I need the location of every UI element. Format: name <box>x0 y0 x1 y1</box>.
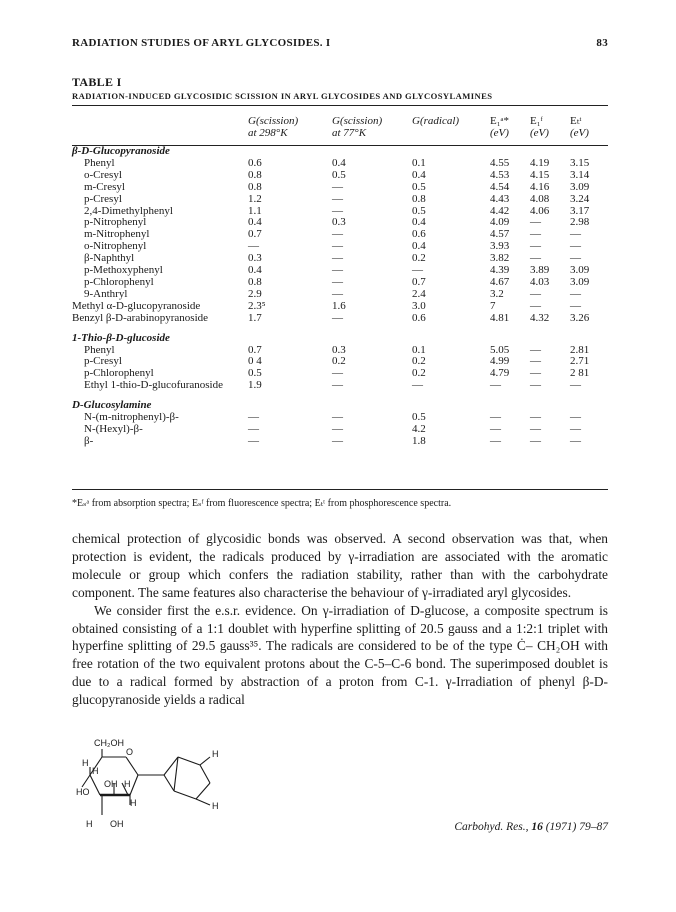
cell-grad: 0.1 <box>412 343 426 356</box>
cell-g298: 2.9 <box>248 287 262 300</box>
paragraph-1: chemical protection of glycosidic bonds was observed. A second observation was that, when protection is evident, the radicals produced by γ-irradiation are associated with the aromatic molecule or group which confers the radiation stability, rather than with the carbohydrate component. The same features also characterise the behaviour of γ-irradiated aryl glycosides. <box>72 531 608 600</box>
header-compound <box>72 106 248 146</box>
cell-grad: 1.8 <box>412 434 426 447</box>
cell-g298: 1.7 <box>248 311 262 324</box>
cell-g298: — <box>248 240 259 253</box>
cell-g77: — <box>332 275 343 288</box>
cell-g298: 0.4 <box>248 216 262 229</box>
cell-g77: — <box>332 422 343 435</box>
group-heading: D-Glucosylamine <box>72 399 152 412</box>
cell-et: 3.09 <box>570 264 590 277</box>
label-ring-oxygen: O <box>126 747 134 757</box>
cell-ea: — <box>490 411 501 424</box>
cell-g77: 0.2 <box>332 355 346 368</box>
cell-grad: 0.5 <box>412 411 426 424</box>
cell-g298: 1.1 <box>248 204 262 217</box>
compound-name: Phenyl <box>84 343 115 356</box>
cell-g298: 0.7 <box>248 228 262 241</box>
compound-name: p-Methoxyphenyl <box>84 264 163 277</box>
cell-et: 3.24 <box>570 192 590 205</box>
cell-et: 2.81 <box>570 343 590 356</box>
cell-g298: 0.4 <box>248 264 262 277</box>
cell-ef: — <box>530 287 541 300</box>
cell-grad: 0.4 <box>412 168 426 181</box>
cell-g77: — <box>332 228 343 241</box>
cell-ea: 4.55 <box>490 156 510 169</box>
cell-et: — <box>570 379 581 392</box>
cell-grad: 0.4 <box>412 216 426 229</box>
compound-name: β- <box>84 434 94 447</box>
cell-g298: — <box>248 434 259 447</box>
table-header-row <box>72 106 608 146</box>
cell-grad: 0.5 <box>412 204 426 217</box>
running-head-title: RADIATION STUDIES OF ARYL GLYCOSIDES. I <box>72 37 331 49</box>
cell-grad: 0.6 <box>412 228 426 241</box>
label-oh-c3: OH <box>104 779 118 789</box>
cell-ea: 4.39 <box>490 264 510 277</box>
cell-grad: 0.6 <box>412 311 426 324</box>
cell-grad: — <box>412 264 423 277</box>
compound-name: m-Nitrophenyl <box>84 228 150 241</box>
header-e-fluorescence: E₁ᶠ (eV) <box>530 115 549 139</box>
cell-g298: 1.9 <box>248 379 262 392</box>
cell-g77: — <box>332 204 343 217</box>
cell-et: 2 81 <box>570 367 590 380</box>
cell-et: — <box>570 422 581 435</box>
cell-g77: — <box>332 367 343 380</box>
cell-et: — <box>570 287 581 300</box>
cell-g77: — <box>332 311 343 324</box>
cell-g298: 0.6 <box>248 156 262 169</box>
cell-ea: 7 <box>490 299 496 312</box>
cell-ef: — <box>530 367 541 380</box>
compound-name: p-Chlorophenyl <box>84 367 154 380</box>
cell-et: 2.71 <box>570 355 590 368</box>
group-heading: β-D-Glucopyranoside <box>72 145 170 157</box>
cell-ef: 4.08 <box>530 192 550 205</box>
compound-name: 9-Anthryl <box>84 287 128 300</box>
cell-g298: — <box>248 411 259 424</box>
cell-ef: — <box>530 434 541 447</box>
cell-et: 3.09 <box>570 180 590 193</box>
header-e-phosphorescence: Eₜᵗ (eV) <box>570 115 589 139</box>
header-g-scission-298: G(scission) at 298°K <box>248 115 299 139</box>
table-row <box>72 313 608 325</box>
cell-ef: 3.89 <box>530 264 550 277</box>
cell-et: — <box>570 299 581 312</box>
cell-ea: 3.82 <box>490 252 510 265</box>
label-h-c5: H <box>82 758 89 768</box>
label-h-c4: H <box>92 766 99 776</box>
cell-g77: — <box>332 252 343 265</box>
cell-g77: — <box>332 180 343 193</box>
cell-g298: 0.8 <box>248 168 262 181</box>
cell-ef: — <box>530 355 541 368</box>
cell-ea: 4.79 <box>490 367 510 380</box>
table-row <box>72 194 608 206</box>
cell-et: — <box>570 252 581 265</box>
group-heading-row <box>72 333 608 345</box>
compound-name: o-Nitrophenyl <box>84 240 147 253</box>
cell-g298: 0.8 <box>248 275 262 288</box>
cell-g77: 0.5 <box>332 168 346 181</box>
cell-ef: — <box>530 422 541 435</box>
cell-g298: 0.3 <box>248 252 262 265</box>
cell-et: 3.09 <box>570 275 590 288</box>
cell-g77: 0.3 <box>332 343 346 356</box>
compound-name: Ethyl 1-thio-D-glucofuranoside <box>84 379 223 392</box>
group-spacer <box>72 392 608 400</box>
citation-volume: 16 <box>531 821 543 833</box>
label-h-c1: H <box>130 798 137 808</box>
cell-g298: 1.2 <box>248 192 262 205</box>
cell-grad: 4.2 <box>412 422 426 435</box>
cell-ea: 4.67 <box>490 275 510 288</box>
table-bottom-rule <box>72 489 608 490</box>
label-ho: HO <box>76 787 90 797</box>
cell-et: — <box>570 434 581 447</box>
cell-grad: 0.7 <box>412 275 426 288</box>
cell-ea: 4.53 <box>490 168 510 181</box>
cell-grad: 0.5 <box>412 180 426 193</box>
cell-grad: 0.8 <box>412 192 426 205</box>
header-e-absorption: E₁ᵃ* (eV) <box>490 115 510 139</box>
compound-name: N-(m-nitrophenyl)-β- <box>84 411 179 424</box>
compound-name: p-Cresyl <box>84 355 122 368</box>
cell-g77: — <box>332 264 343 277</box>
cell-g77: 1.6 <box>332 299 346 312</box>
citation-journal: Carbohyd. Res., <box>454 821 529 833</box>
data-table <box>72 106 608 448</box>
paragraph-2: We consider first the e.s.r. evidence. On γ-irradiation of D-glucose, a composite spectrum is obtained consisting of a 1:1 doublet with hyperfine splitting of 20.5 gauss and a 1:2:1 triplet with hyperfine splitting of 29.5 gauss³⁵. The radicals are considered to be of the type Ċ– CH₂OH with free rotation of the two equivalent protons about the C-5–C-6 bond. The superimposed doublet is due to a radical formed by abstraction of a proton from C-1. γ-Irradiation of phenyl β-D-glucopyranoside yields a radical <box>72 602 608 708</box>
running-head <box>72 37 608 49</box>
cell-g298: — <box>248 422 259 435</box>
cell-grad: 3.0 <box>412 299 426 312</box>
cell-grad: 0.4 <box>412 240 426 253</box>
cell-ef: 4.15 <box>530 168 550 181</box>
cell-g77: — <box>332 287 343 300</box>
compound-name: m-Cresyl <box>84 180 125 193</box>
cell-et: — <box>570 228 581 241</box>
cell-g77: — <box>332 240 343 253</box>
cell-ea: 5.05 <box>490 343 510 356</box>
cell-g77: — <box>332 411 343 424</box>
cell-ef: — <box>530 216 541 229</box>
cell-ef: — <box>530 228 541 241</box>
cell-ef: 4.19 <box>530 156 550 169</box>
cell-g298: 2.3⁵ <box>248 299 266 312</box>
cell-ea: 4.54 <box>490 180 510 193</box>
cell-ef: — <box>530 252 541 265</box>
compound-name: Methyl α-D-glucopyranoside <box>72 299 201 312</box>
cell-grad: 0.2 <box>412 367 426 380</box>
cell-ea: 4.99 <box>490 355 510 368</box>
cell-ea: 3.2 <box>490 287 504 300</box>
label-h-c2: H <box>124 779 131 789</box>
cell-g77: 0.3 <box>332 216 346 229</box>
cell-ea: 4.09 <box>490 216 510 229</box>
cell-ea: 4.43 <box>490 192 510 205</box>
table-label: TABLE I <box>72 75 122 89</box>
cell-g298: 0.8 <box>248 180 262 193</box>
table-row <box>72 301 608 313</box>
compound-name: N-(Hexyl)-β- <box>84 422 143 435</box>
cell-ef: — <box>530 343 541 356</box>
cell-et: — <box>570 240 581 253</box>
cell-et: — <box>570 411 581 424</box>
cell-grad: 0.1 <box>412 156 426 169</box>
cell-ef: — <box>530 299 541 312</box>
cell-ea: — <box>490 422 501 435</box>
cell-g77: — <box>332 192 343 205</box>
label-oh-bottom: OH <box>110 819 124 829</box>
cell-ef: — <box>530 379 541 392</box>
cell-ea: 3.93 <box>490 240 510 253</box>
table-footnote: *Eₛᵃ from absorption spectra; Eₛᶠ from fluorescence spectra; Eₜᵗ from phosphorescence spectra. <box>72 498 452 509</box>
compound-name: Phenyl <box>84 156 115 169</box>
label-h-bottom: H <box>86 819 93 829</box>
glucoside-structure-diagram <box>78 735 258 835</box>
citation-pages: (1971) 79–87 <box>545 821 608 833</box>
cell-grad: 2.4 <box>412 287 426 300</box>
cell-ea: — <box>490 434 501 447</box>
cell-ef: 4.03 <box>530 275 550 288</box>
compound-name: o-Cresyl <box>84 168 122 181</box>
header-g-radical: G(radical) <box>412 115 460 127</box>
cell-grad: 0.2 <box>412 252 426 265</box>
compound-name: p-Chlorophenyl <box>84 275 154 288</box>
cell-et: 3.26 <box>570 311 590 324</box>
cell-g298: 0.7 <box>248 343 262 356</box>
compound-name: Benzyl β-D-arabinopyranoside <box>72 311 209 324</box>
cell-ef: 4.06 <box>530 204 550 217</box>
cell-g298: 0 4 <box>248 355 262 368</box>
cell-et: 3.17 <box>570 204 590 217</box>
cell-et: 2.98 <box>570 216 590 229</box>
table-caption: RADIATION-INDUCED GLYCOSIDIC SCISSION IN ARYL GLYCOSIDES AND GLYCOSYLAMINES <box>72 91 493 101</box>
journal-citation <box>454 821 608 833</box>
body-text <box>72 530 608 709</box>
table-row <box>72 436 608 448</box>
cell-ea: 4.81 <box>490 311 510 324</box>
cell-ef: 4.32 <box>530 311 550 324</box>
label-h-aromatic-top: H <box>212 749 219 759</box>
cell-g77: 0.4 <box>332 156 346 169</box>
header-g-scission-77: G(scission) at 77°K <box>332 115 383 139</box>
compound-name: β-Naphthyl <box>84 252 135 265</box>
cell-grad: 0.2 <box>412 355 426 368</box>
table-row <box>72 170 608 182</box>
cell-ef: — <box>530 240 541 253</box>
cell-g298: 0.5 <box>248 367 262 380</box>
compound-name: p-Cresyl <box>84 192 122 205</box>
label-ch2oh: CH₂OH <box>94 738 124 748</box>
cell-grad: — <box>412 379 423 392</box>
cell-g77: — <box>332 379 343 392</box>
cell-ea: 4.57 <box>490 228 510 241</box>
page-number: 83 <box>596 37 608 49</box>
label-h-aromatic-bottom: H <box>212 801 219 811</box>
cell-et: 3.15 <box>570 156 590 169</box>
table-row <box>72 289 608 301</box>
cell-ea: — <box>490 379 501 392</box>
group-heading: 1-Thio-β-D-glucoside <box>72 331 170 344</box>
cell-et: 3.14 <box>570 168 590 181</box>
cell-ea: 4.42 <box>490 204 510 217</box>
compound-name: p-Nitrophenyl <box>84 216 147 229</box>
cell-ef: 4.16 <box>530 180 550 193</box>
compound-name: 2,4-Dimethylphenyl <box>84 204 173 217</box>
cell-ef: — <box>530 411 541 424</box>
table-row <box>72 182 608 194</box>
cell-g77: — <box>332 434 343 447</box>
table-row <box>72 380 608 392</box>
